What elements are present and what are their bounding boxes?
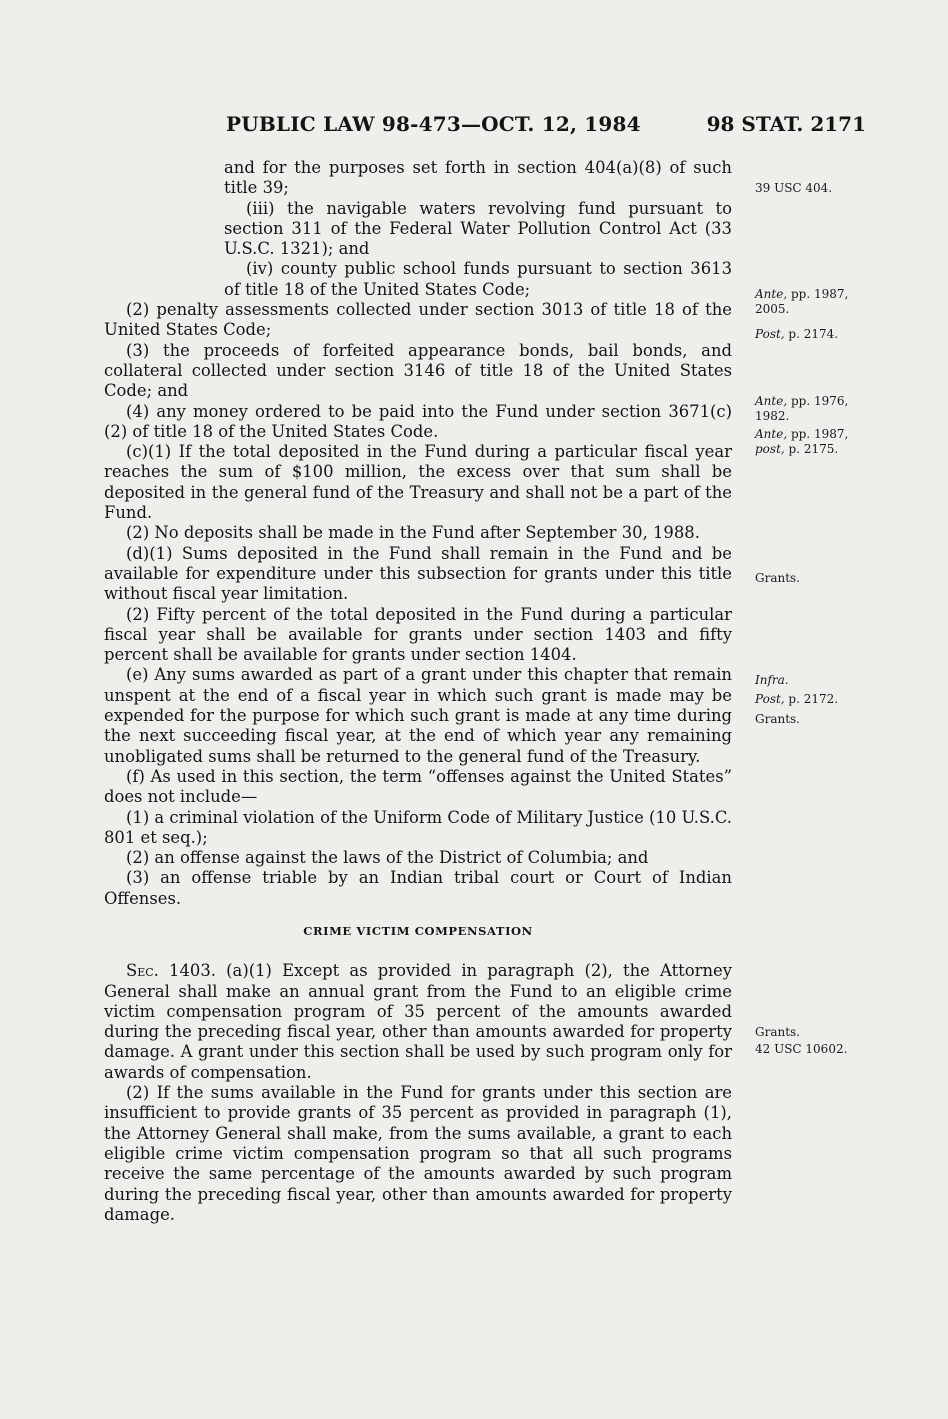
paragraph: (iii) the navigable waters revolving fund pursuant to section 311 of the Federal Water Pollution Control Act (33 U.S.C. 1321); and: [224, 198, 732, 259]
margin-note: Grants.: [755, 712, 800, 726]
statute-page-number: 98 STAT. 2171: [706, 112, 866, 136]
margin-note: Post, p. 2172.: [755, 692, 839, 706]
paragraph: (c)(1) If the total deposited in the Fund during a particular fiscal year reaches the sum of $100 million, the excess over that sum shall be deposited in the general fund of the Treasury and shall not be a part of the Fund.: [104, 442, 732, 523]
paragraph: (2) penalty assessments collected under section 3013 of title 18 of the United States Code;: [104, 300, 732, 340]
margin-note: Grants.: [755, 571, 800, 585]
paragraph: (d)(1) Sums deposited in the Fund shall remain in the Fund and be available for expenditure under this subsection for grants under this title without fiscal year limitation.: [104, 543, 732, 604]
paragraph: (e) Any sums awarded as part of a grant under this chapter that remain unspent at the end of a fiscal year in which such grant is made may be expended for the purpose for which such grant is made at any time during the next succeeding fiscal year, at the end of which year any remaining unobligated sums shall be returned to the general fund of the Treasury.: [104, 665, 732, 766]
paragraph: (2) Fifty percent of the total deposited in the Fund during a particular fiscal year shall be available for grants under section 1403 and fifty percent shall be available for grants under section 1404.: [104, 604, 732, 665]
paragraph: (4) any money ordered to be paid into the Fund under section 3671(c)(2) of title 18 of the United States Code.: [104, 401, 732, 441]
paragraph: (iv) county public school funds pursuant to section 3613 of title 18 of the United States Code;: [224, 259, 732, 299]
paragraph: (3) the proceeds of forfeited appearance bonds, bail bonds, and collateral collected under section 3146 of title 18 of the United States Code; and: [104, 340, 732, 401]
running-head-title: PUBLIC LAW 98-473—OCT. 12, 1984: [226, 112, 641, 136]
margin-note: 42 USC 10602.: [755, 1042, 848, 1056]
paragraph-text: (a)(1) Except as provided in paragraph (2), the Attorney General shall make an annual grant from the Fund to an eligible crime victim compensation program of 35 percent of the amounts awarded during the preceding fiscal year, other than amounts awarded for property damage. A grant under this section shall be used by such program only for awards of compensation.: [104, 961, 732, 1082]
body-text: [104, 158, 732, 1225]
page-header: [226, 112, 866, 142]
paragraph: (2) No deposits shall be made in the Fund after September 30, 1988.: [126, 523, 700, 543]
margin-note: Infra.: [755, 673, 789, 687]
paragraph: (2) an offense against the laws of the District of Columbia; and: [126, 848, 649, 868]
section-heading: CRIME VICTIM COMPENSATION: [303, 923, 533, 938]
paragraph: and for the purposes set forth in section 404(a)(8) of such title 39;: [224, 158, 732, 198]
paragraph: [104, 961, 732, 1083]
paragraph: (2) If the sums available in the Fund for grants under this section are insufficient to provide grants of 35 percent as provided in paragraph (1), the Attorney General shall make, from the sums available, a grant to each eligible crime victim compensation program so that all such programs receive the same percentage of the amounts awarded by such program during the preceding fiscal year, other than amounts awarded for property damage.: [104, 1083, 732, 1224]
paragraph: (f) As used in this section, the term “offenses against the United States” does not include—: [104, 766, 732, 807]
margin-note: Ante, pp. 1987, 2005.: [755, 287, 849, 316]
margin-note: Post, p. 2174.: [755, 327, 839, 341]
margin-note: 39 USC 404.: [755, 181, 833, 195]
margin-note: Grants.: [755, 1025, 800, 1039]
section-label: Sec. 1403.: [126, 961, 216, 981]
margin-note: Ante, pp. 1987, post, p. 2175.: [755, 427, 849, 456]
margin-note: Ante, pp. 1976, 1982.: [755, 394, 849, 423]
paragraph: (3) an offense triable by an Indian tribal court or Court of Indian Offenses.: [104, 868, 732, 908]
paragraph: (1) a criminal violation of the Uniform Code of Military Justice (10 U.S.C. 801 et seq.);: [104, 807, 732, 847]
